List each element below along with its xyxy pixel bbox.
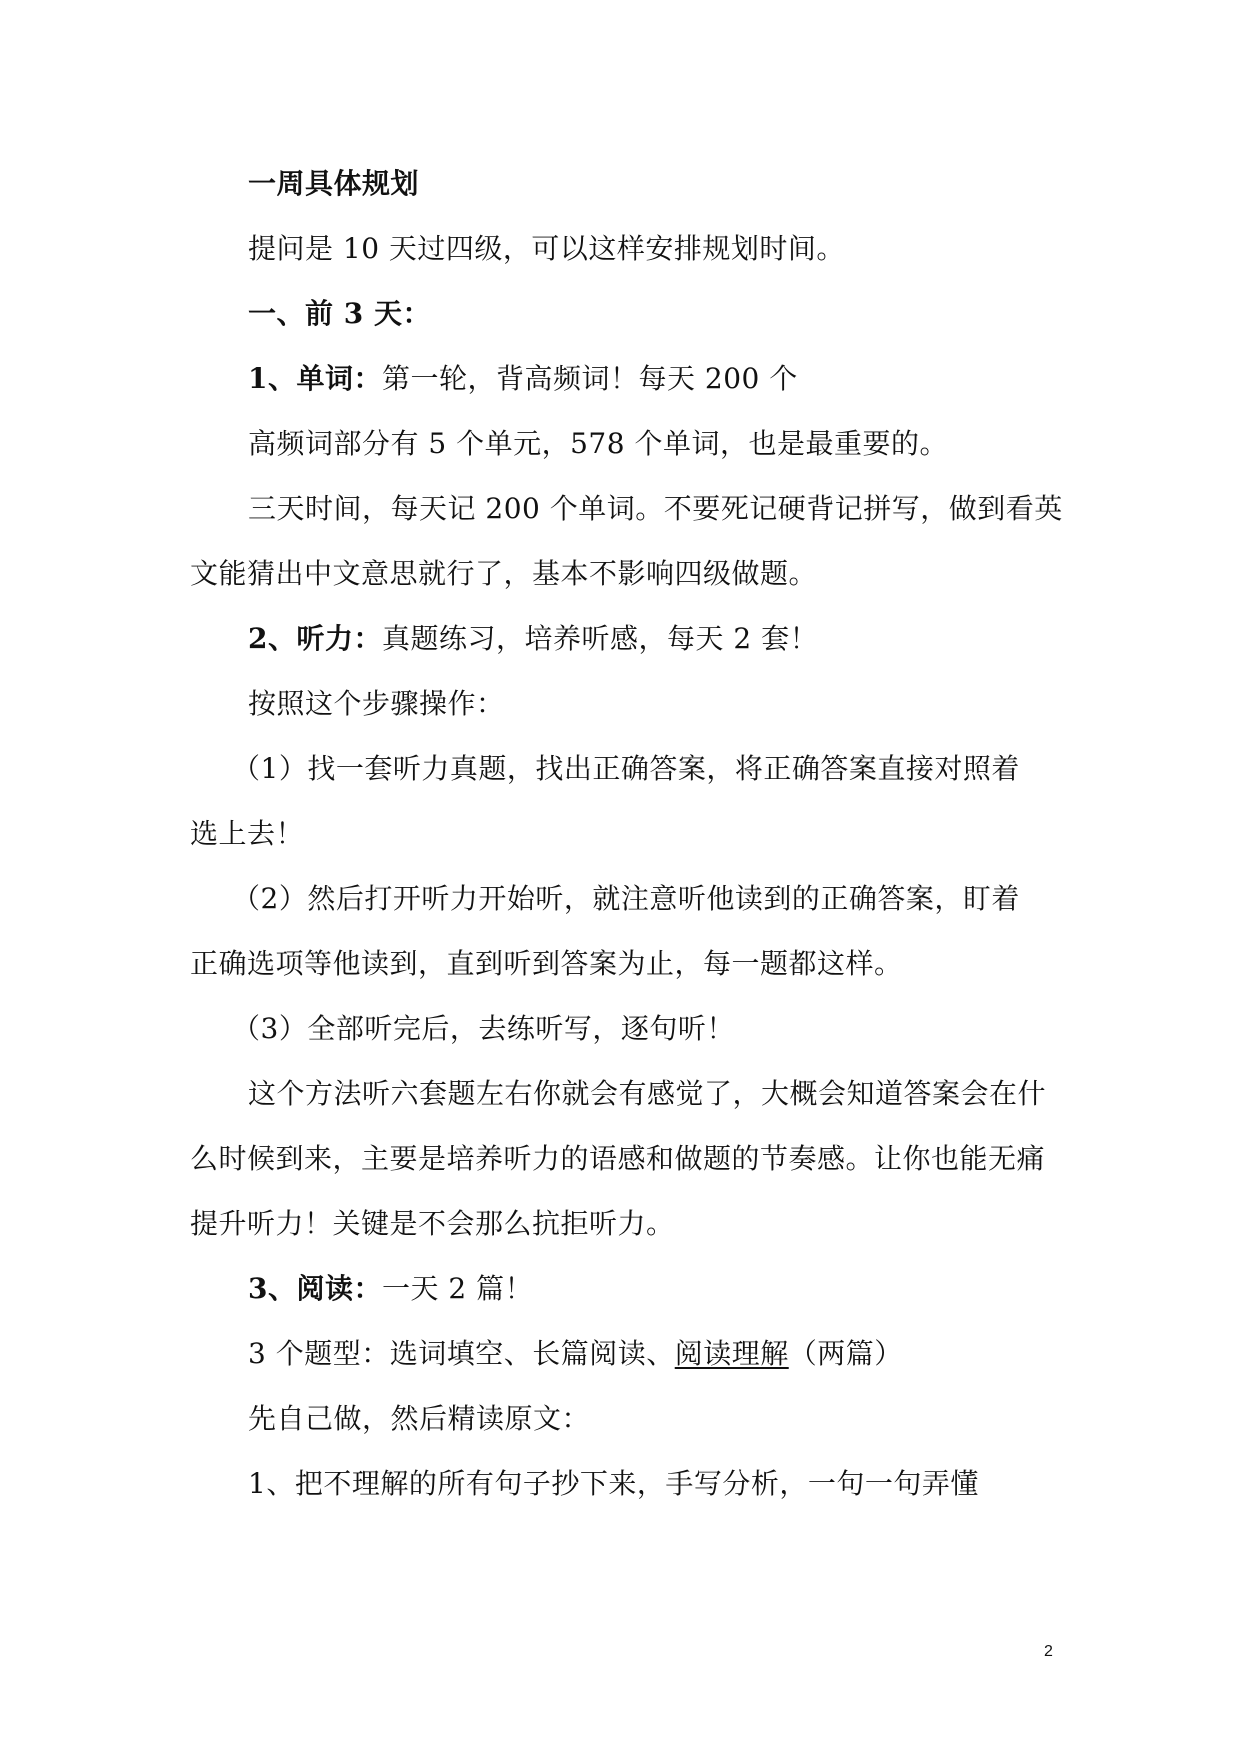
step2-line1: （2）然后打开听力开始听，就注意听他读到的正确答案，盯着 [232,882,1020,915]
words-paragraph-2-line2: 文能猜出中文意思就行了，基本不影响四级做题。 [190,557,818,590]
item-reading-text: 一天 2 篇！ [381,1272,534,1305]
item-listening [248,621,818,657]
section-title: 一、前 3 天： [248,297,431,330]
item-words [248,361,798,397]
item-listening-label: 2、听力： [248,622,382,655]
method-paragraph-line1: 这个方法听六套题左右你就会有感觉了，大概会知道答案会在什 [248,1077,1047,1110]
item-words-label: 1、单词： [248,362,382,395]
step1-line2: 选上去！ [190,817,305,850]
document-heading: 一周具体规划 [248,167,420,200]
page-number: 2 [1044,1643,1053,1660]
item-reading [248,1271,533,1307]
reading-comprehension-link[interactable]: 阅读理解 [674,1337,789,1370]
intro-paragraph: 提问是 10 天过四级，可以这样安排规划时间。 [248,232,845,265]
step1-line1: （1）找一套听力真题，找出正确答案，将正确答案直接对照着 [232,752,1020,785]
first-paragraph: 先自己做，然后精读原文： [248,1402,591,1435]
item-words-text: 第一轮，背高频词！每天 200 个 [381,362,798,395]
step2-line2: 正确选项等他读到，直到听到答案为止，每一题都这样。 [190,947,903,980]
steps-paragraph: 按照这个步骤操作： [248,687,505,720]
step3-line: （3）全部听完后，去练听写，逐句听！ [232,1012,735,1045]
method-paragraph-line2: 么时候到来，主要是培养听力的语感和做题的节奏感。让你也能无痛 [190,1142,1046,1175]
types-paragraph [248,1336,903,1372]
last-paragraph: 1、把不理解的所有句子抄下来，手写分析，一句一句弄懂 [248,1467,979,1500]
words-paragraph-1: 高频词部分有 5 个单元，578 个单词，也是最重要的。 [248,427,948,460]
item-listening-text: 真题练习，培养听感，每天 2 套！ [381,622,819,655]
types-before: 3 个题型：选词填空、长篇阅读、 [248,1337,675,1370]
types-after: （两篇） [788,1337,903,1370]
words-paragraph-2-line1: 三天时间，每天记 200 个单词。不要死记硬背记拼写，做到看英 [248,492,1063,525]
method-paragraph-line3: 提升听力！关键是不会那么抗拒听力。 [190,1207,675,1240]
item-reading-label: 3、阅读： [248,1272,382,1305]
